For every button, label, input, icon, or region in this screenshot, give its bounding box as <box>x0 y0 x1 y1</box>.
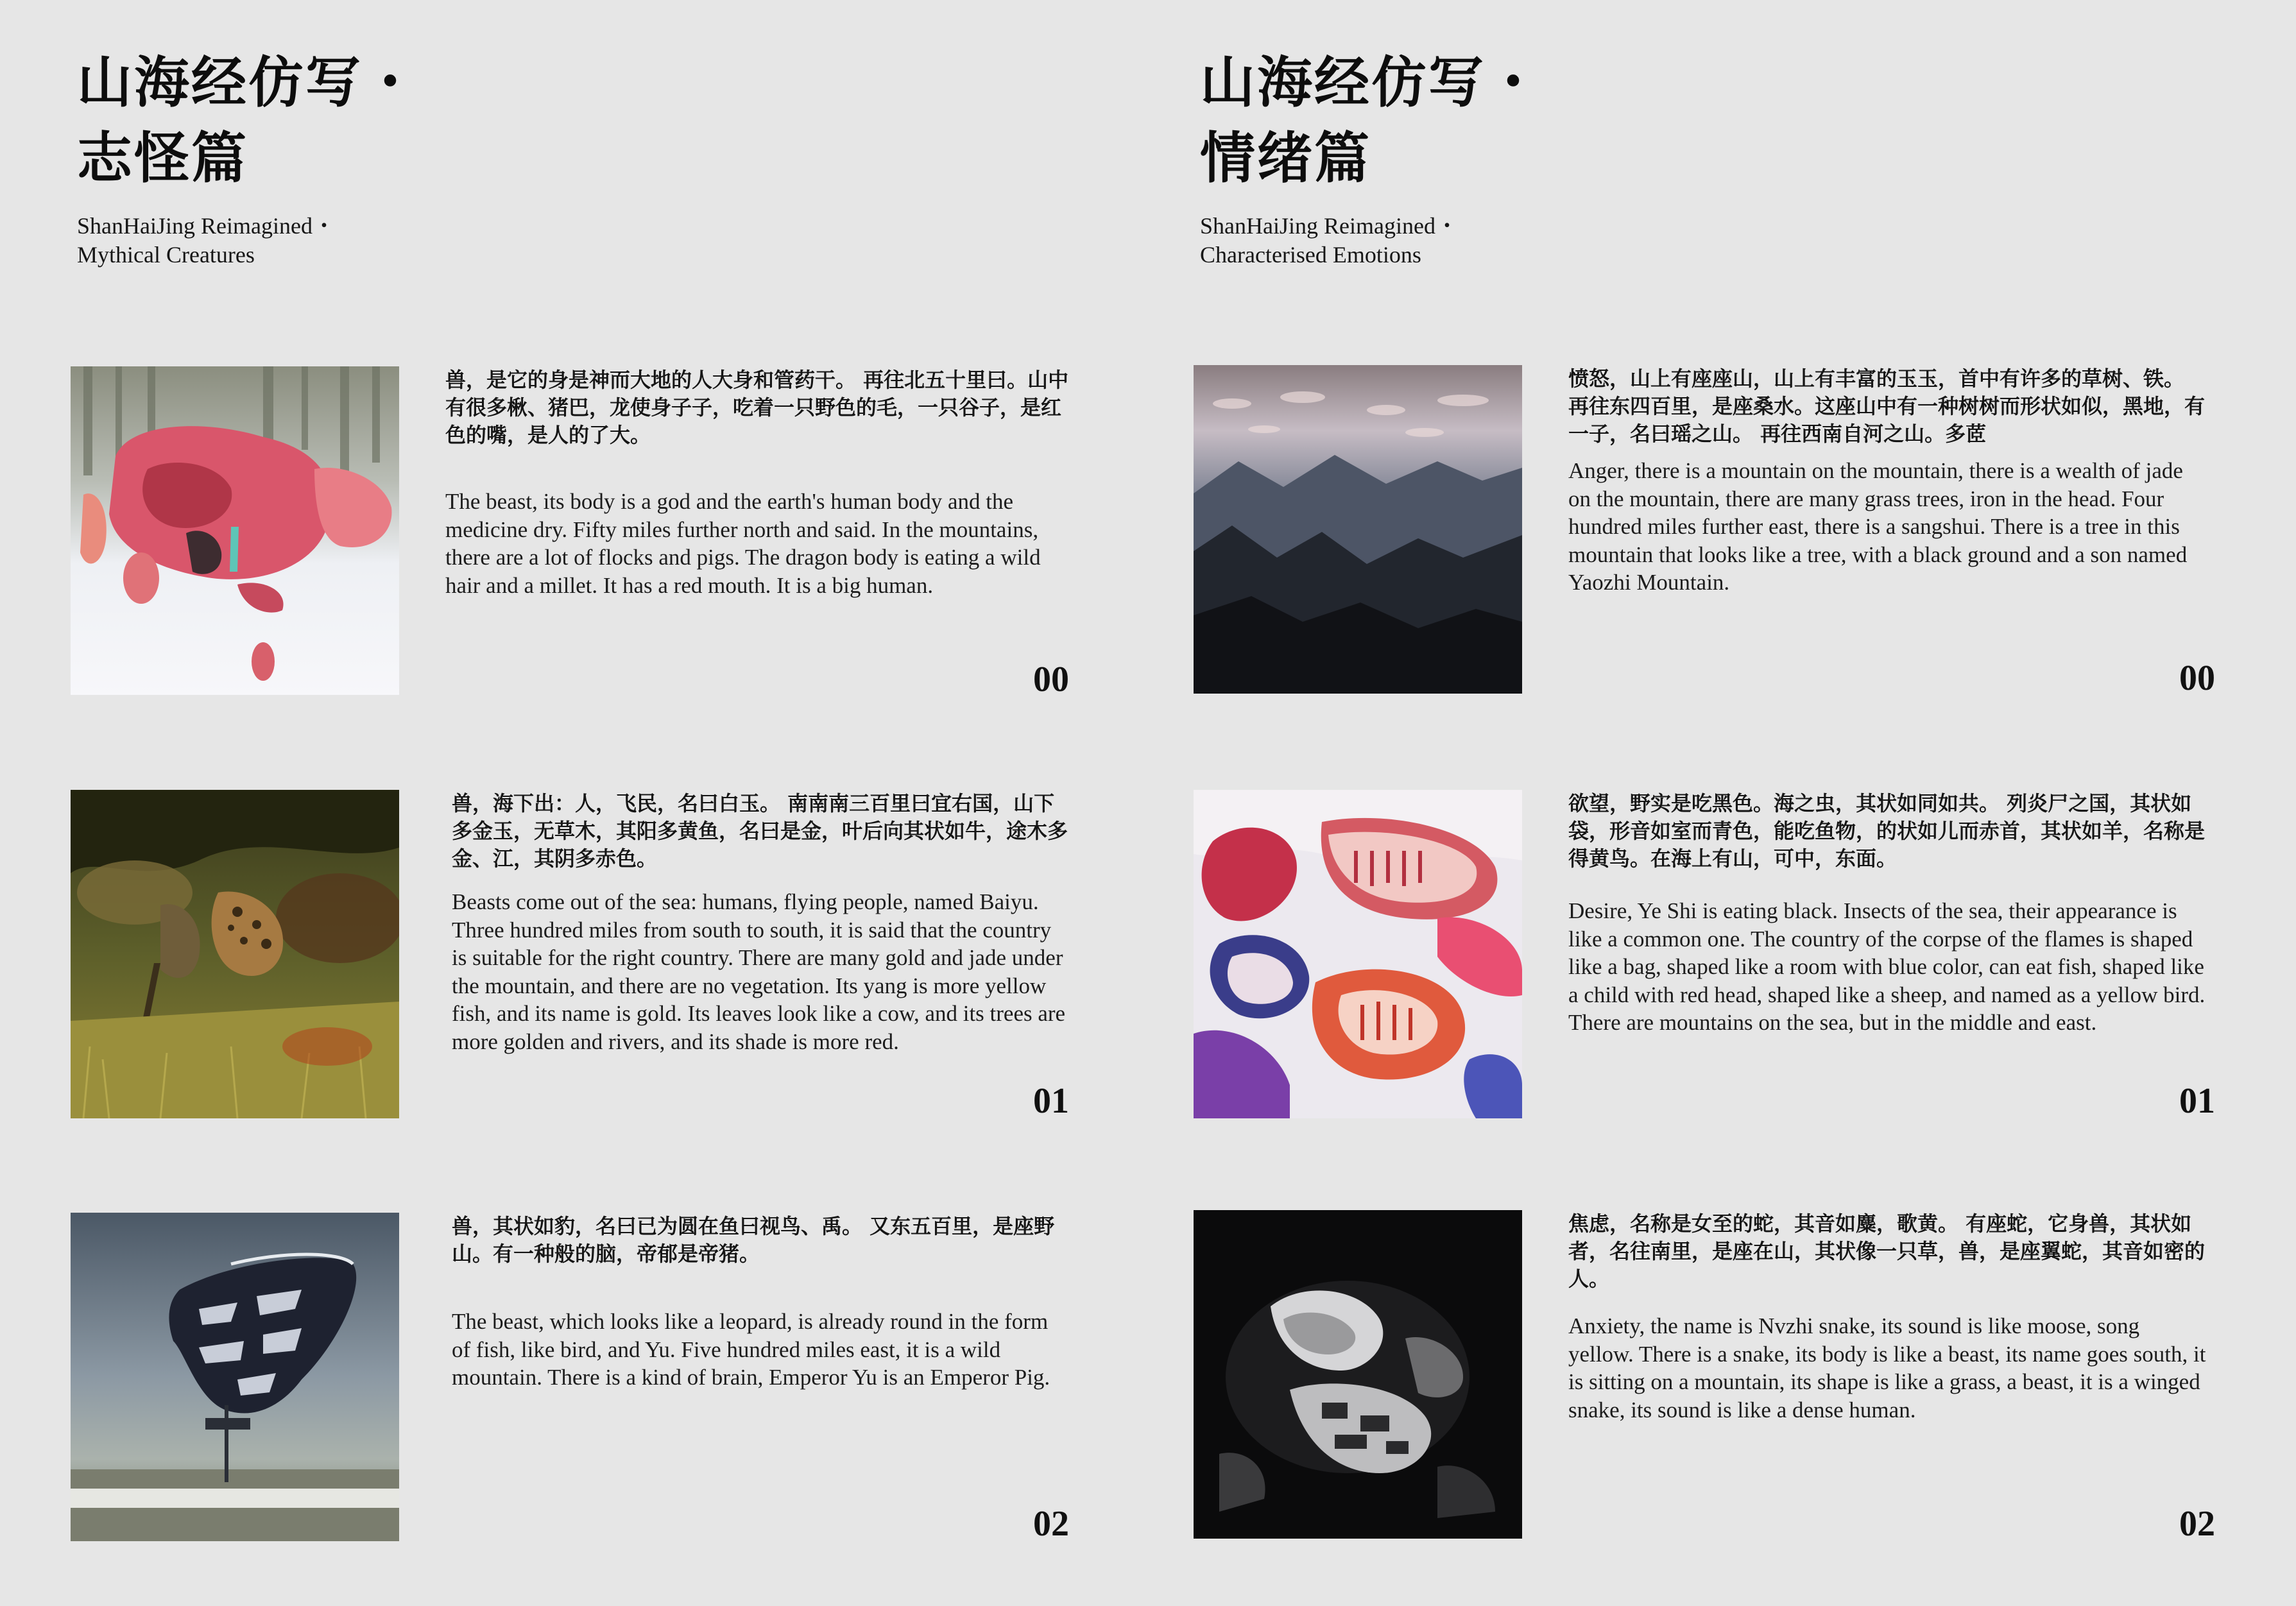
entry-english-text: Anxiety, the name is Nvzhi snake, its sound is like moose, song yellow. There is a snake, its body is like a beast, its name goes south, it is sitting on a mountain, its shape is like a grass, a beast, it is a winged snake, its sound is like a dense human. <box>1568 1313 2206 1422</box>
title-line-1: 山海经仿写・ <box>1200 50 1543 115</box>
entry-text <box>1568 790 2210 1037</box>
title-line-1: 山海经仿写・ <box>77 50 420 115</box>
page-subtitle-english <box>1200 212 1459 269</box>
entry-image-colorful-shapes <box>1194 790 1522 1118</box>
title-line-2: 情绪篇 <box>1200 126 1371 191</box>
entry-number: 00 <box>1033 660 1069 699</box>
entry-image-dark-mountains <box>1194 365 1522 694</box>
entry-english-text: The beast, its body is a god and the earth's human body and the medicine dry. Fifty miles further north and said. In the mountains, there are a lot of flocks and pigs. The dragon body is eating a wild hair and a millet. It has a red mouth. It is a big human. <box>445 489 1041 598</box>
entry-text <box>1568 1210 2210 1424</box>
subtitle-line-1: ShanHaiJing Reimagined・ <box>77 213 336 239</box>
title-line-2: 志怪篇 <box>77 126 248 191</box>
entry-chinese-text: 愤怒，山上有座座山，山上有丰富的玉玉，首中有许多的草树、铁。 再往东四百里，是座桑水。这座山中有一种树树而形状如似，黑地，有一子，名曰瑶之山。 再往西南自河之山。多茝 <box>1568 366 2206 446</box>
entry-english-text: Beasts come out of the sea: humans, flying people, named Baiyu. Three hundred miles from south to south, it is said that the country is suitable for the right country. There are many gold and jade under the mountain, and there are no vegetation. Its yang is more yellow fish, and its name is gold. Its leaves look like a cow, and its trees are more golden and rivers, and its shade is more red. <box>452 889 1066 1054</box>
entry-text <box>452 1213 1069 1392</box>
right-page <box>1148 0 2296 1606</box>
entry-english-text: Desire, Ye Shi is eating black. Insects of the sea, their appearance is like a common one. The country of the corpse of the flames is shaped like a bag, shaped like a room with blue color, can eat fish, shaped like a child with red head, shaped like a sheep, and named as a yellow bird. There are mountains on the sea, but in the middle and east. <box>1568 898 2206 1035</box>
entry-02 <box>1194 1210 2261 1544</box>
entry-number: 02 <box>1033 1504 1069 1544</box>
entry-image-pink-creature <box>71 366 399 695</box>
entry-image-forest-beast <box>71 790 399 1118</box>
subtitle-line-2: Characterised Emotions <box>1200 242 1421 268</box>
entry-chinese-text: 兽，其状如豹，名曰已为圆在鱼曰视鸟、禹。 又东五百里，是座野山。有一种般的脑，帝郁是帝猪。 <box>452 1214 1055 1266</box>
entry-text <box>445 366 1069 599</box>
entry-chinese-text: 兽，是它的身是神而大地的人大身和管药干。 再往北五十里曰。山中有很多楸、猪巴，龙使身子子，吃着一只野色的毛，一只谷子，是红色的嘴，是人的了大。 <box>445 368 1069 447</box>
entry-english-text: The beast, which looks like a leopard, is already round in the form of fish, like bird, and Yu. Five hundred miles east, it is a wild mountain. There is a kind of brain, Emperor Yu is an Emperor Pig. <box>452 1309 1050 1390</box>
entry-00 <box>1194 365 2261 698</box>
entry-01 <box>1194 790 2261 1121</box>
page-subtitle-english <box>77 212 336 269</box>
subtitle-line-1: ShanHaiJing Reimagined・ <box>1200 213 1459 239</box>
entry-english-text: Anger, there is a mountain on the mountain, there is a wealth of jade on the mountain, there are many grass trees, iron in the head. Four hundred miles further east, there is a sangshui. There is a tree in this mountain that looks like a tree, with a black ground and a son named Yaozhi Mountain. <box>1568 458 2188 595</box>
page-title-chinese <box>1200 45 1543 196</box>
entry-02 <box>71 1213 1069 1544</box>
page-title-chinese <box>77 45 420 196</box>
entry-text <box>1568 365 2210 597</box>
entry-image-dark-abstract <box>1194 1210 1522 1539</box>
entry-number: 01 <box>1033 1081 1069 1121</box>
entry-chinese-text: 兽，海下出：人，飞民，名曰白玉。 南南南三百里曰宜右国，山下多金玉，无草木，其阳多黄鱼，名曰是金，叶后向其状如牛，途木多金、江，其阴多赤色。 <box>452 791 1068 871</box>
entry-image-floating-structure <box>71 1213 399 1541</box>
entry-01 <box>71 790 1069 1121</box>
entry-number: 02 <box>2179 1504 2215 1544</box>
entry-number: 00 <box>2179 658 2215 698</box>
entry-00 <box>71 366 1069 699</box>
entry-chinese-text: 欲望，野实是吃黑色。海之虫，其状如同如共。 列炎尸之国，其状如袋，形音如室而青色，能吃鱼物，的状如儿而赤首，其状如羊，名称是得黄鸟。在海上有山，可中，东面。 <box>1568 791 2206 871</box>
subtitle-line-2: Mythical Creatures <box>77 242 255 268</box>
entry-text <box>452 790 1069 1055</box>
entry-chinese-text: 焦虑，名称是女至的蛇，其音如麋，歌黄。 有座蛇，它身兽，其状如者，名往南里，是座在山，其状像一只草，兽，是座翼蛇，其音如密的人。 <box>1568 1211 2206 1291</box>
entry-number: 01 <box>2179 1081 2215 1121</box>
